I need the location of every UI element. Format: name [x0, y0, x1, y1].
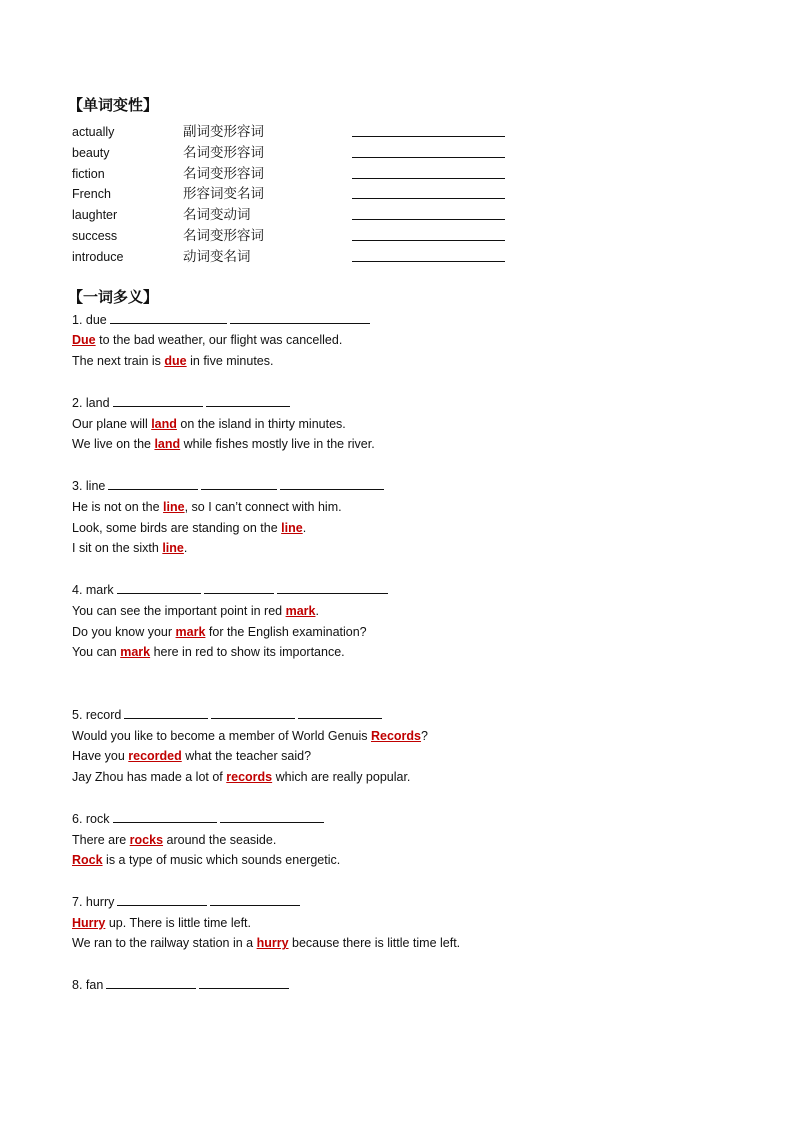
item-head — [72, 476, 732, 497]
example-sentence — [72, 767, 732, 788]
answer-blank[interactable] — [352, 157, 505, 158]
sentence-text: . — [302, 520, 307, 535]
example-sentence — [72, 746, 732, 767]
keyword: records — [226, 770, 273, 785]
section-title-word-forms: 【单词变性】 — [68, 97, 159, 114]
sentence-text: Look, some birds are standing on the — [72, 520, 282, 535]
keyword: recorded — [128, 749, 182, 764]
keyword: line — [281, 520, 303, 535]
sentence-text: . — [315, 603, 319, 618]
keyword: Rock — [72, 853, 103, 868]
sentence-text: Jay Zhou has made a lot of — [72, 770, 227, 785]
keyword: line — [163, 499, 185, 514]
vocab-word: French — [72, 187, 111, 202]
keyword: land — [154, 437, 181, 452]
vocab-task: 动词变名词 — [183, 248, 251, 264]
word-forms-list — [72, 122, 732, 268]
sentence-text: which are really popular. — [272, 770, 411, 785]
sentence-text: in five minutes. — [186, 354, 274, 369]
worksheet-page — [68, 94, 732, 996]
keyword: hurry — [256, 936, 289, 951]
answer-blank[interactable] — [206, 394, 290, 407]
example-sentence — [72, 642, 732, 663]
sentence-text: to the bad weather, our flight was cancelled. — [95, 333, 343, 348]
sentence-text: I sit on the sixth — [72, 541, 163, 556]
item-head — [72, 310, 732, 331]
answer-blank[interactable] — [117, 893, 207, 906]
sentence-text: There are — [72, 832, 130, 847]
example-sentence — [72, 850, 732, 871]
answer-blank[interactable] — [230, 311, 370, 324]
answer-blank[interactable] — [352, 240, 505, 241]
answer-blank[interactable] — [210, 893, 300, 906]
example-sentence — [72, 351, 732, 372]
sentence-text: , so I can’t connect with him. — [184, 499, 342, 514]
vocab-task: 形容词变名词 — [183, 186, 264, 202]
vocab-row — [72, 205, 732, 226]
section-title-polysemy: 【一词多义】 — [68, 288, 159, 306]
keyword: mark — [285, 603, 316, 618]
sentence-text: The next train is — [72, 354, 165, 369]
polysemy-list — [72, 310, 732, 996]
answer-blank[interactable] — [113, 394, 203, 407]
answer-blank[interactable] — [277, 581, 388, 594]
sentence-text: Our plane will — [72, 416, 152, 431]
answer-blank[interactable] — [280, 477, 384, 490]
item-head — [72, 580, 732, 601]
sentence-text: is a type of music which sounds energetic. — [102, 853, 341, 868]
answer-blank[interactable] — [352, 198, 505, 199]
vocab-row — [72, 122, 732, 143]
vocab-word: introduce — [72, 249, 124, 264]
vocab-word: success — [72, 228, 118, 243]
vocab-word: beauty — [72, 145, 110, 160]
vocab-word: laughter — [72, 208, 118, 223]
item-word: 7. hurry — [72, 894, 115, 909]
example-sentence — [72, 518, 732, 539]
sentence-text: on the island in thirty minutes. — [176, 416, 346, 431]
example-sentence — [72, 913, 732, 934]
item-head — [72, 705, 732, 726]
item-head — [72, 393, 732, 414]
item-word: 1. due — [72, 312, 107, 327]
sentence-text: for the English examination? — [205, 624, 367, 639]
keyword: rocks — [129, 832, 164, 847]
example-sentence — [72, 726, 732, 747]
item-word: 4. mark — [72, 582, 114, 597]
example-sentence — [72, 330, 732, 351]
answer-blank[interactable] — [211, 706, 295, 719]
answer-blank[interactable] — [199, 976, 289, 989]
example-sentence — [72, 622, 732, 643]
vocab-row — [72, 226, 732, 247]
sentence-text: because there is little time left. — [288, 936, 461, 951]
answer-blank[interactable] — [352, 261, 505, 262]
keyword: mark — [120, 645, 151, 660]
answer-blank[interactable] — [108, 477, 198, 490]
sentence-text: We ran to the railway station in a — [72, 936, 257, 951]
keyword: due — [164, 354, 187, 369]
item-word: 8. fan — [72, 978, 104, 993]
item-head — [72, 809, 732, 830]
sentence-text: We live on the — [72, 437, 155, 452]
vocab-task: 名词变形容词 — [183, 165, 264, 181]
sentence-text: Would you like to become a member of World Genuis — [72, 728, 371, 743]
example-sentence — [72, 434, 732, 455]
sentence-text: You can — [72, 645, 121, 660]
example-sentence — [72, 497, 732, 518]
sentence-text: up. There is little time left. — [105, 915, 252, 930]
keyword: land — [151, 416, 177, 431]
vocab-word: fiction — [72, 166, 105, 181]
answer-blank[interactable] — [117, 581, 201, 594]
vocab-row — [72, 164, 732, 185]
example-sentence — [72, 933, 732, 954]
vocab-row — [72, 143, 732, 164]
item-head — [72, 975, 732, 996]
answer-blank[interactable] — [298, 706, 382, 719]
example-sentence — [72, 601, 732, 622]
vocab-word: actually — [72, 125, 115, 139]
example-sentence — [72, 414, 732, 435]
sentence-text: You can see the important point in red — [72, 603, 286, 618]
vocab-row — [72, 184, 732, 205]
answer-blank[interactable] — [106, 976, 196, 989]
example-sentence — [72, 830, 732, 851]
answer-blank[interactable] — [201, 477, 277, 490]
answer-blank[interactable] — [110, 311, 227, 324]
vocab-task: 副词变形容词 — [183, 124, 264, 139]
sentence-text: ? — [421, 728, 428, 743]
item-word: 2. land — [72, 395, 110, 410]
answer-blank[interactable] — [352, 219, 505, 220]
item-word: 3. line — [72, 478, 106, 493]
sentence-text: . — [183, 541, 188, 556]
keyword: Records — [370, 728, 422, 743]
vocab-task: 名词变形容词 — [183, 144, 264, 160]
item-head — [72, 892, 732, 913]
answer-blank[interactable] — [113, 810, 217, 823]
keyword: line — [162, 541, 184, 556]
sentence-text: while fishes mostly live in the river. — [180, 437, 375, 452]
sentence-text: around the seaside. — [163, 832, 277, 847]
answer-blank[interactable] — [204, 581, 274, 594]
vocab-task: 名词变动词 — [183, 207, 251, 223]
item-word: 6. rock — [72, 811, 110, 826]
sentence-text: He is not on the — [72, 499, 164, 514]
answer-blank[interactable] — [220, 810, 324, 823]
answer-blank[interactable] — [352, 178, 505, 179]
sentence-text: here in red to show its importance. — [150, 645, 345, 660]
item-word: 5. record — [72, 707, 122, 722]
keyword: mark — [175, 624, 206, 639]
sentence-text: Do you know your — [72, 624, 176, 639]
vocab-task: 名词变形容词 — [183, 227, 264, 243]
keyword: Hurry — [72, 915, 106, 930]
keyword: Due — [72, 333, 96, 348]
vocab-row — [72, 247, 732, 268]
sentence-text: what the teacher said? — [181, 749, 312, 764]
answer-blank[interactable] — [124, 706, 208, 719]
sentence-text: Have you — [72, 749, 129, 764]
answer-blank[interactable] — [352, 136, 505, 137]
example-sentence — [72, 538, 732, 559]
